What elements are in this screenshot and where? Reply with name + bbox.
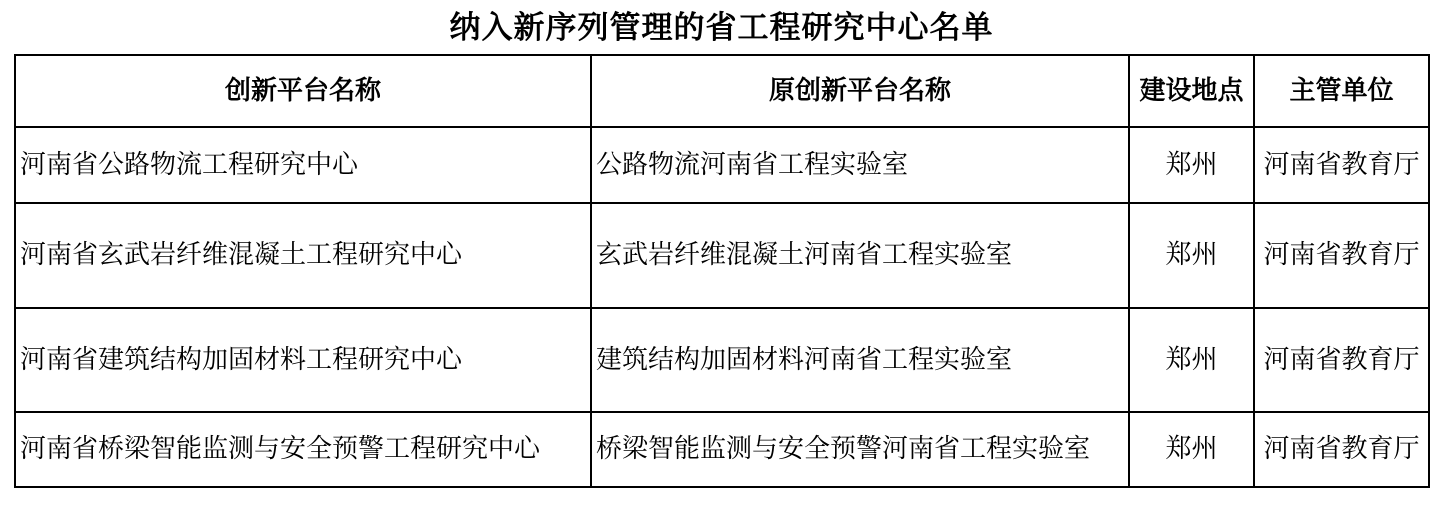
table-row <box>15 308 1429 412</box>
research-centers-table <box>14 54 1430 488</box>
cell-supervising-unit: 河南省教育厅 <box>1254 203 1429 308</box>
cell-platform-name: 河南省玄武岩纤维混凝土工程研究中心 <box>15 203 591 308</box>
page-title: 纳入新序列管理的省工程研究中心名单 <box>449 10 994 46</box>
header-platform-name: 创新平台名称 <box>15 55 591 127</box>
cell-supervising-unit: 河南省教育厅 <box>1254 308 1429 412</box>
cell-original-platform-name: 桥梁智能监测与安全预警河南省工程实验室 <box>591 412 1129 487</box>
cell-construction-location: 郑州 <box>1129 412 1254 487</box>
cell-construction-location: 郑州 <box>1129 308 1254 412</box>
cell-supervising-unit: 河南省教育厅 <box>1254 412 1429 487</box>
cell-supervising-unit: 河南省教育厅 <box>1254 127 1429 203</box>
cell-construction-location: 郑州 <box>1129 127 1254 203</box>
table-row <box>15 203 1429 308</box>
cell-construction-location: 郑州 <box>1129 203 1254 308</box>
header-original-platform-name: 原创新平台名称 <box>591 55 1129 127</box>
cell-platform-name: 河南省桥梁智能监测与安全预警工程研究中心 <box>15 412 591 487</box>
cell-platform-name: 河南省建筑结构加固材料工程研究中心 <box>15 308 591 412</box>
table-row <box>15 127 1429 203</box>
cell-original-platform-name: 建筑结构加固材料河南省工程实验室 <box>591 308 1129 412</box>
header-construction-location: 建设地点 <box>1129 55 1254 127</box>
header-supervising-unit: 主管单位 <box>1254 55 1429 127</box>
cell-platform-name: 河南省公路物流工程研究中心 <box>15 127 591 203</box>
cell-original-platform-name: 玄武岩纤维混凝土河南省工程实验室 <box>591 203 1129 308</box>
cell-original-platform-name: 公路物流河南省工程实验室 <box>591 127 1129 203</box>
table-header-row <box>15 55 1429 127</box>
table-row <box>15 412 1429 487</box>
